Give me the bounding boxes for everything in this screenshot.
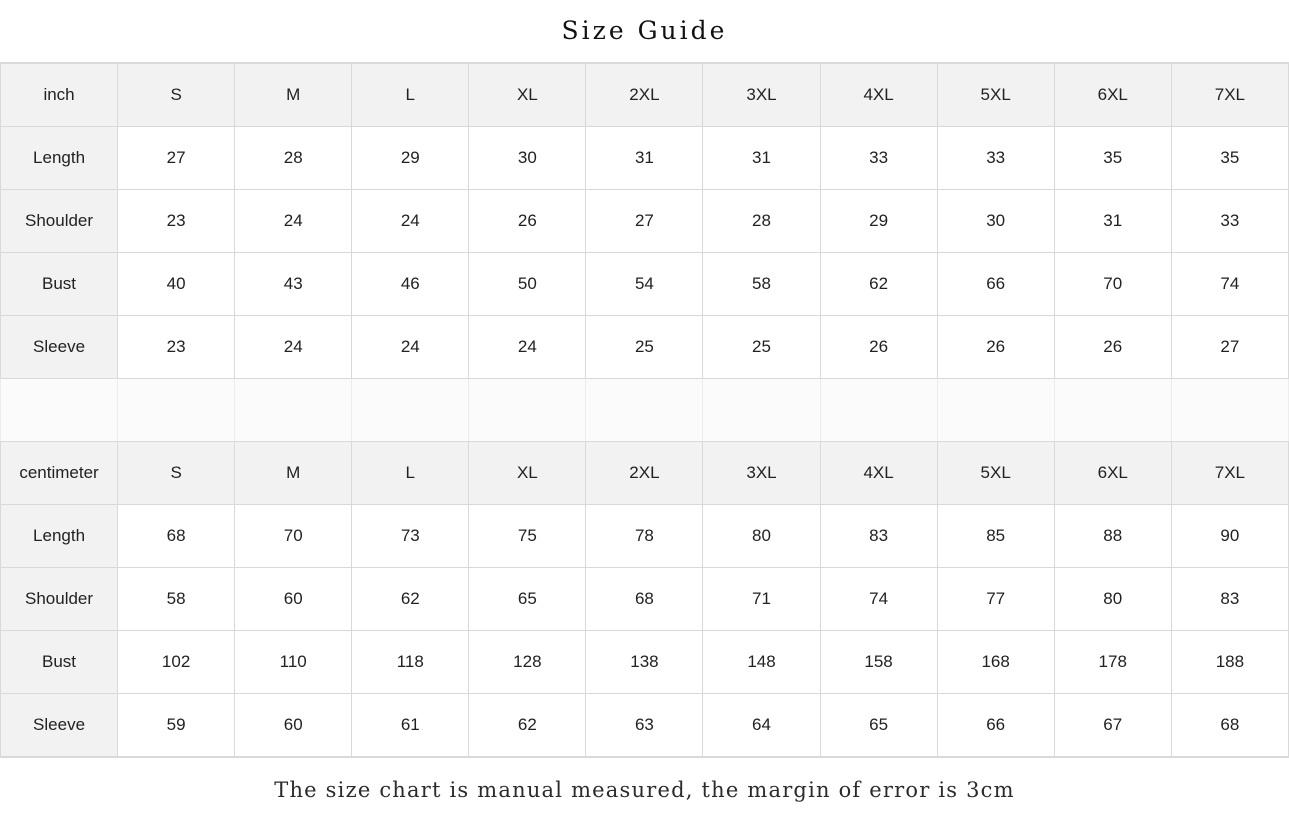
column-header: S: [118, 442, 235, 505]
column-header: 2XL: [586, 442, 703, 505]
cell: 24: [352, 190, 469, 253]
cell: 26: [820, 316, 937, 379]
cell: 148: [703, 631, 820, 694]
spacer-cell: [1171, 379, 1288, 442]
row-header: Shoulder: [1, 568, 118, 631]
cell: 80: [703, 505, 820, 568]
cell: 83: [820, 505, 937, 568]
column-header: 5XL: [937, 442, 1054, 505]
row-header: Sleeve: [1, 316, 118, 379]
cell: 85: [937, 505, 1054, 568]
table-row: [1, 316, 1289, 379]
cell: 68: [118, 505, 235, 568]
spacer-cell: [352, 379, 469, 442]
cell: 35: [1054, 127, 1171, 190]
table-spacer-row: [1, 379, 1289, 442]
cell: 27: [586, 190, 703, 253]
cell: 65: [820, 694, 937, 757]
cell: 50: [469, 253, 586, 316]
cell: 158: [820, 631, 937, 694]
table-row: [1, 631, 1289, 694]
table-row: [1, 127, 1289, 190]
spacer-cell: [820, 379, 937, 442]
unit-label-inch: inch: [1, 64, 118, 127]
cell: 27: [118, 127, 235, 190]
column-header: M: [235, 64, 352, 127]
spacer-cell: [937, 379, 1054, 442]
spacer-cell: [1, 379, 118, 442]
row-header: Length: [1, 127, 118, 190]
cell: 90: [1171, 505, 1288, 568]
column-header: L: [352, 64, 469, 127]
cell: 64: [703, 694, 820, 757]
cell: 63: [586, 694, 703, 757]
cell: 62: [469, 694, 586, 757]
column-header: 3XL: [703, 64, 820, 127]
cell: 77: [937, 568, 1054, 631]
spacer-cell: [235, 379, 352, 442]
cell: 28: [235, 127, 352, 190]
column-header: 4XL: [820, 442, 937, 505]
table-row: [1, 190, 1289, 253]
column-header: 7XL: [1171, 64, 1288, 127]
row-header: Bust: [1, 631, 118, 694]
cell: 70: [1054, 253, 1171, 316]
cell: 188: [1171, 631, 1288, 694]
column-header: 3XL: [703, 442, 820, 505]
cell: 68: [586, 568, 703, 631]
column-header: 7XL: [1171, 442, 1288, 505]
cell: 83: [1171, 568, 1288, 631]
column-header: S: [118, 64, 235, 127]
table-header-row: [1, 442, 1289, 505]
cell: 78: [586, 505, 703, 568]
table-row: [1, 253, 1289, 316]
cell: 70: [235, 505, 352, 568]
table-header-row: [1, 64, 1289, 127]
cell: 74: [1171, 253, 1288, 316]
cell: 118: [352, 631, 469, 694]
cell: 25: [703, 316, 820, 379]
spacer-cell: [703, 379, 820, 442]
cell: 29: [352, 127, 469, 190]
cell: 23: [118, 190, 235, 253]
cell: 178: [1054, 631, 1171, 694]
cell: 58: [703, 253, 820, 316]
column-header: 2XL: [586, 64, 703, 127]
cell: 62: [820, 253, 937, 316]
unit-label-centimeter: centimeter: [1, 442, 118, 505]
cell: 67: [1054, 694, 1171, 757]
cell: 33: [820, 127, 937, 190]
cell: 138: [586, 631, 703, 694]
cell: 68: [1171, 694, 1288, 757]
cell: 29: [820, 190, 937, 253]
cell: 31: [1054, 190, 1171, 253]
column-header: 5XL: [937, 64, 1054, 127]
cell: 58: [118, 568, 235, 631]
cell: 31: [703, 127, 820, 190]
row-header: Shoulder: [1, 190, 118, 253]
cell: 24: [235, 190, 352, 253]
cell: 74: [820, 568, 937, 631]
size-chart-inch: [0, 63, 1289, 757]
cell: 26: [469, 190, 586, 253]
cell: 40: [118, 253, 235, 316]
cell: 24: [469, 316, 586, 379]
measurement-disclaimer: The size chart is manual measured, the margin of error is 3cm: [0, 757, 1289, 821]
table-row: [1, 568, 1289, 631]
cell: 60: [235, 694, 352, 757]
cell: 43: [235, 253, 352, 316]
cell: 128: [469, 631, 586, 694]
cell: 33: [937, 127, 1054, 190]
cell: 23: [118, 316, 235, 379]
cell: 73: [352, 505, 469, 568]
cell: 30: [469, 127, 586, 190]
column-header: XL: [469, 64, 586, 127]
table-row: [1, 505, 1289, 568]
spacer-cell: [586, 379, 703, 442]
cell: 24: [352, 316, 469, 379]
column-header: 6XL: [1054, 64, 1171, 127]
cell: 25: [586, 316, 703, 379]
cell: 110: [235, 631, 352, 694]
cell: 80: [1054, 568, 1171, 631]
cell: 24: [235, 316, 352, 379]
cell: 60: [235, 568, 352, 631]
column-header: 6XL: [1054, 442, 1171, 505]
column-header: M: [235, 442, 352, 505]
cell: 33: [1171, 190, 1288, 253]
cell: 59: [118, 694, 235, 757]
cell: 71: [703, 568, 820, 631]
cell: 88: [1054, 505, 1171, 568]
cell: 35: [1171, 127, 1288, 190]
cell: 54: [586, 253, 703, 316]
column-header: XL: [469, 442, 586, 505]
spacer-cell: [1054, 379, 1171, 442]
spacer-cell: [469, 379, 586, 442]
page-title: Size Guide: [0, 0, 1289, 63]
cell: 30: [937, 190, 1054, 253]
cell: 31: [586, 127, 703, 190]
cell: 46: [352, 253, 469, 316]
spacer-cell: [118, 379, 235, 442]
column-header: 4XL: [820, 64, 937, 127]
cell: 26: [937, 316, 1054, 379]
table-row: [1, 694, 1289, 757]
cell: 61: [352, 694, 469, 757]
row-header: Bust: [1, 253, 118, 316]
cell: 66: [937, 253, 1054, 316]
cell: 62: [352, 568, 469, 631]
column-header: L: [352, 442, 469, 505]
cell: 28: [703, 190, 820, 253]
row-header: Length: [1, 505, 118, 568]
cell: 65: [469, 568, 586, 631]
cell: 27: [1171, 316, 1288, 379]
cell: 75: [469, 505, 586, 568]
cell: 26: [1054, 316, 1171, 379]
row-header: Sleeve: [1, 694, 118, 757]
cell: 168: [937, 631, 1054, 694]
cell: 102: [118, 631, 235, 694]
cell: 66: [937, 694, 1054, 757]
